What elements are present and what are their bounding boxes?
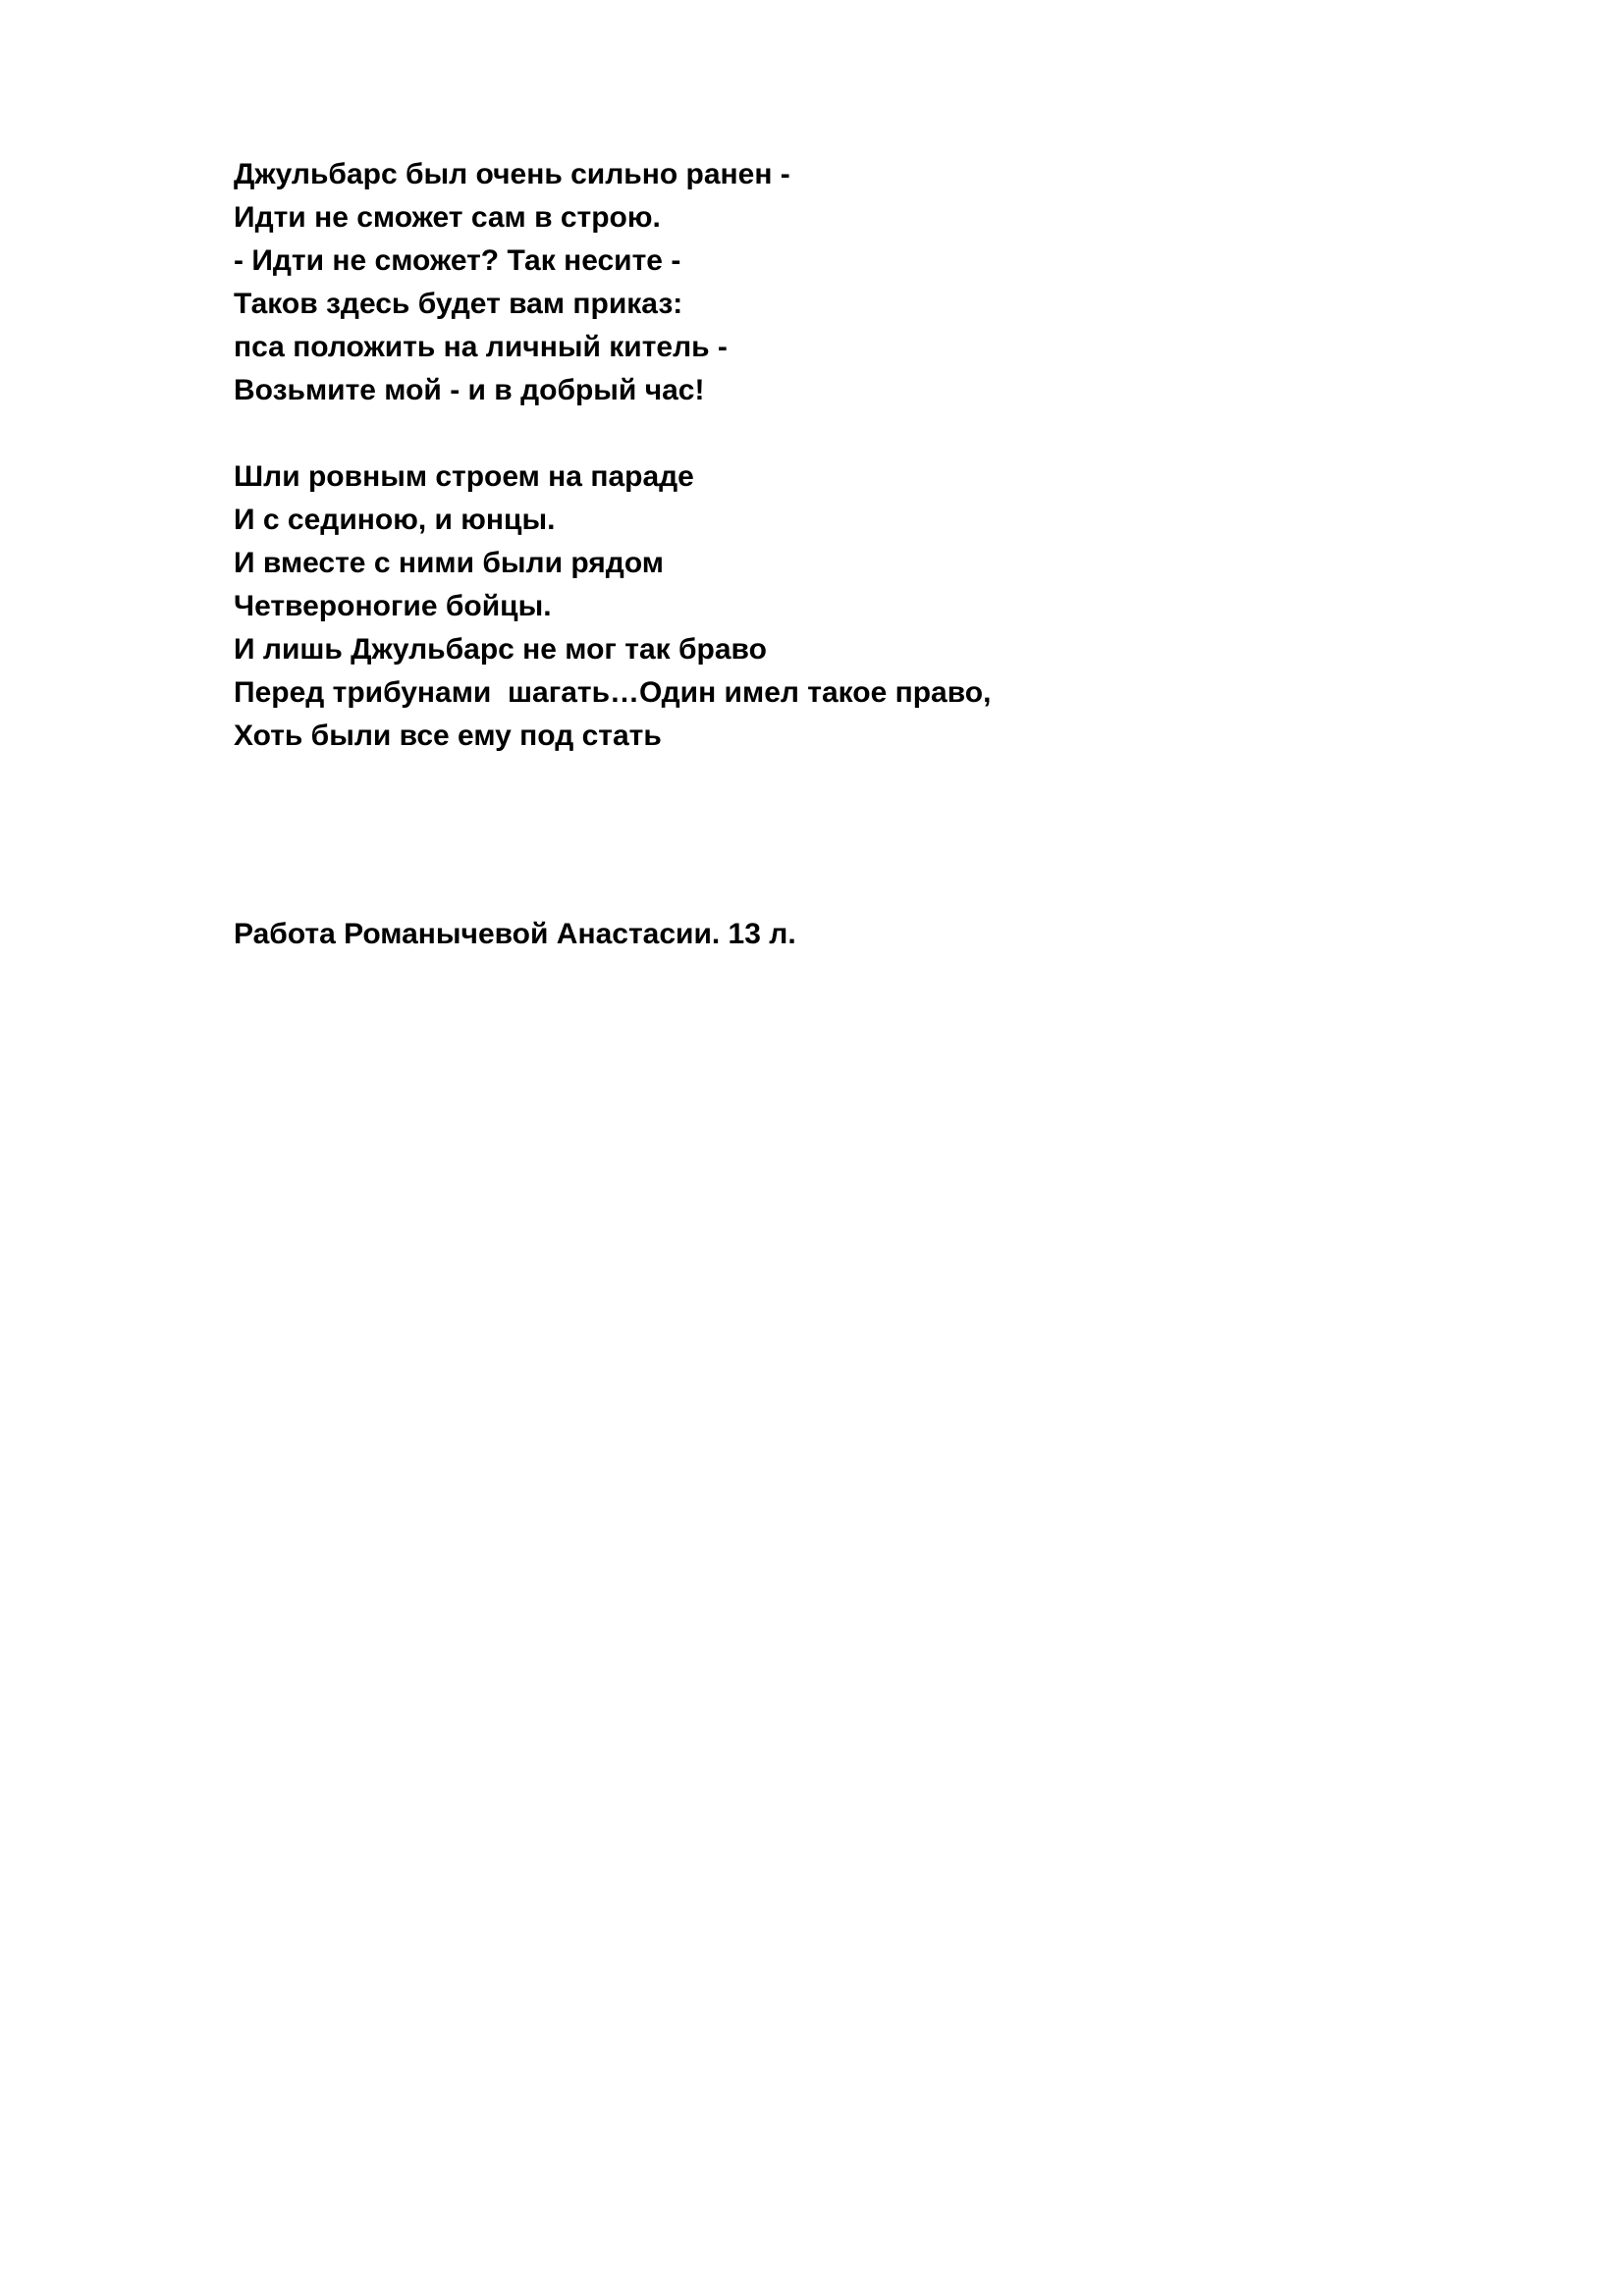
poem-stanza-1 — [234, 153, 1412, 412]
poem-line: Идти не сможет сам в строю. — [234, 201, 661, 234]
poem-line: Четвероногие бойцы. — [234, 590, 552, 622]
poem-line: Перед трибунами шагать…Один имел такое право, — [234, 676, 992, 709]
poem-line: Возьмите мой - и в добрый час! — [234, 374, 705, 406]
poem-line: Шли ровным строем на параде — [234, 460, 694, 493]
poem-line: Таков здесь будет вам приказ: — [234, 288, 683, 320]
poem-stanza-2 — [234, 455, 1412, 758]
poem-line: - Идти не сможет? Так несите - — [234, 244, 681, 277]
stanza-divider — [234, 412, 1412, 455]
poem-line: И лишь Джульбарс не мог так браво — [234, 633, 767, 666]
poem-line: И вместе с ними были рядом — [234, 547, 664, 579]
author-signature: Работа Романычевой Анастасии. 13 л. — [234, 918, 796, 950]
poem-line: пса положить на личный китель - — [234, 331, 728, 363]
poem-line: Джульбарс был очень сильно ранен - — [234, 158, 790, 190]
poem-line: И с сединою, и юнцы. — [234, 504, 556, 536]
poem-line: Хоть были все ему под стать — [234, 720, 662, 752]
poem-text — [234, 153, 1412, 758]
